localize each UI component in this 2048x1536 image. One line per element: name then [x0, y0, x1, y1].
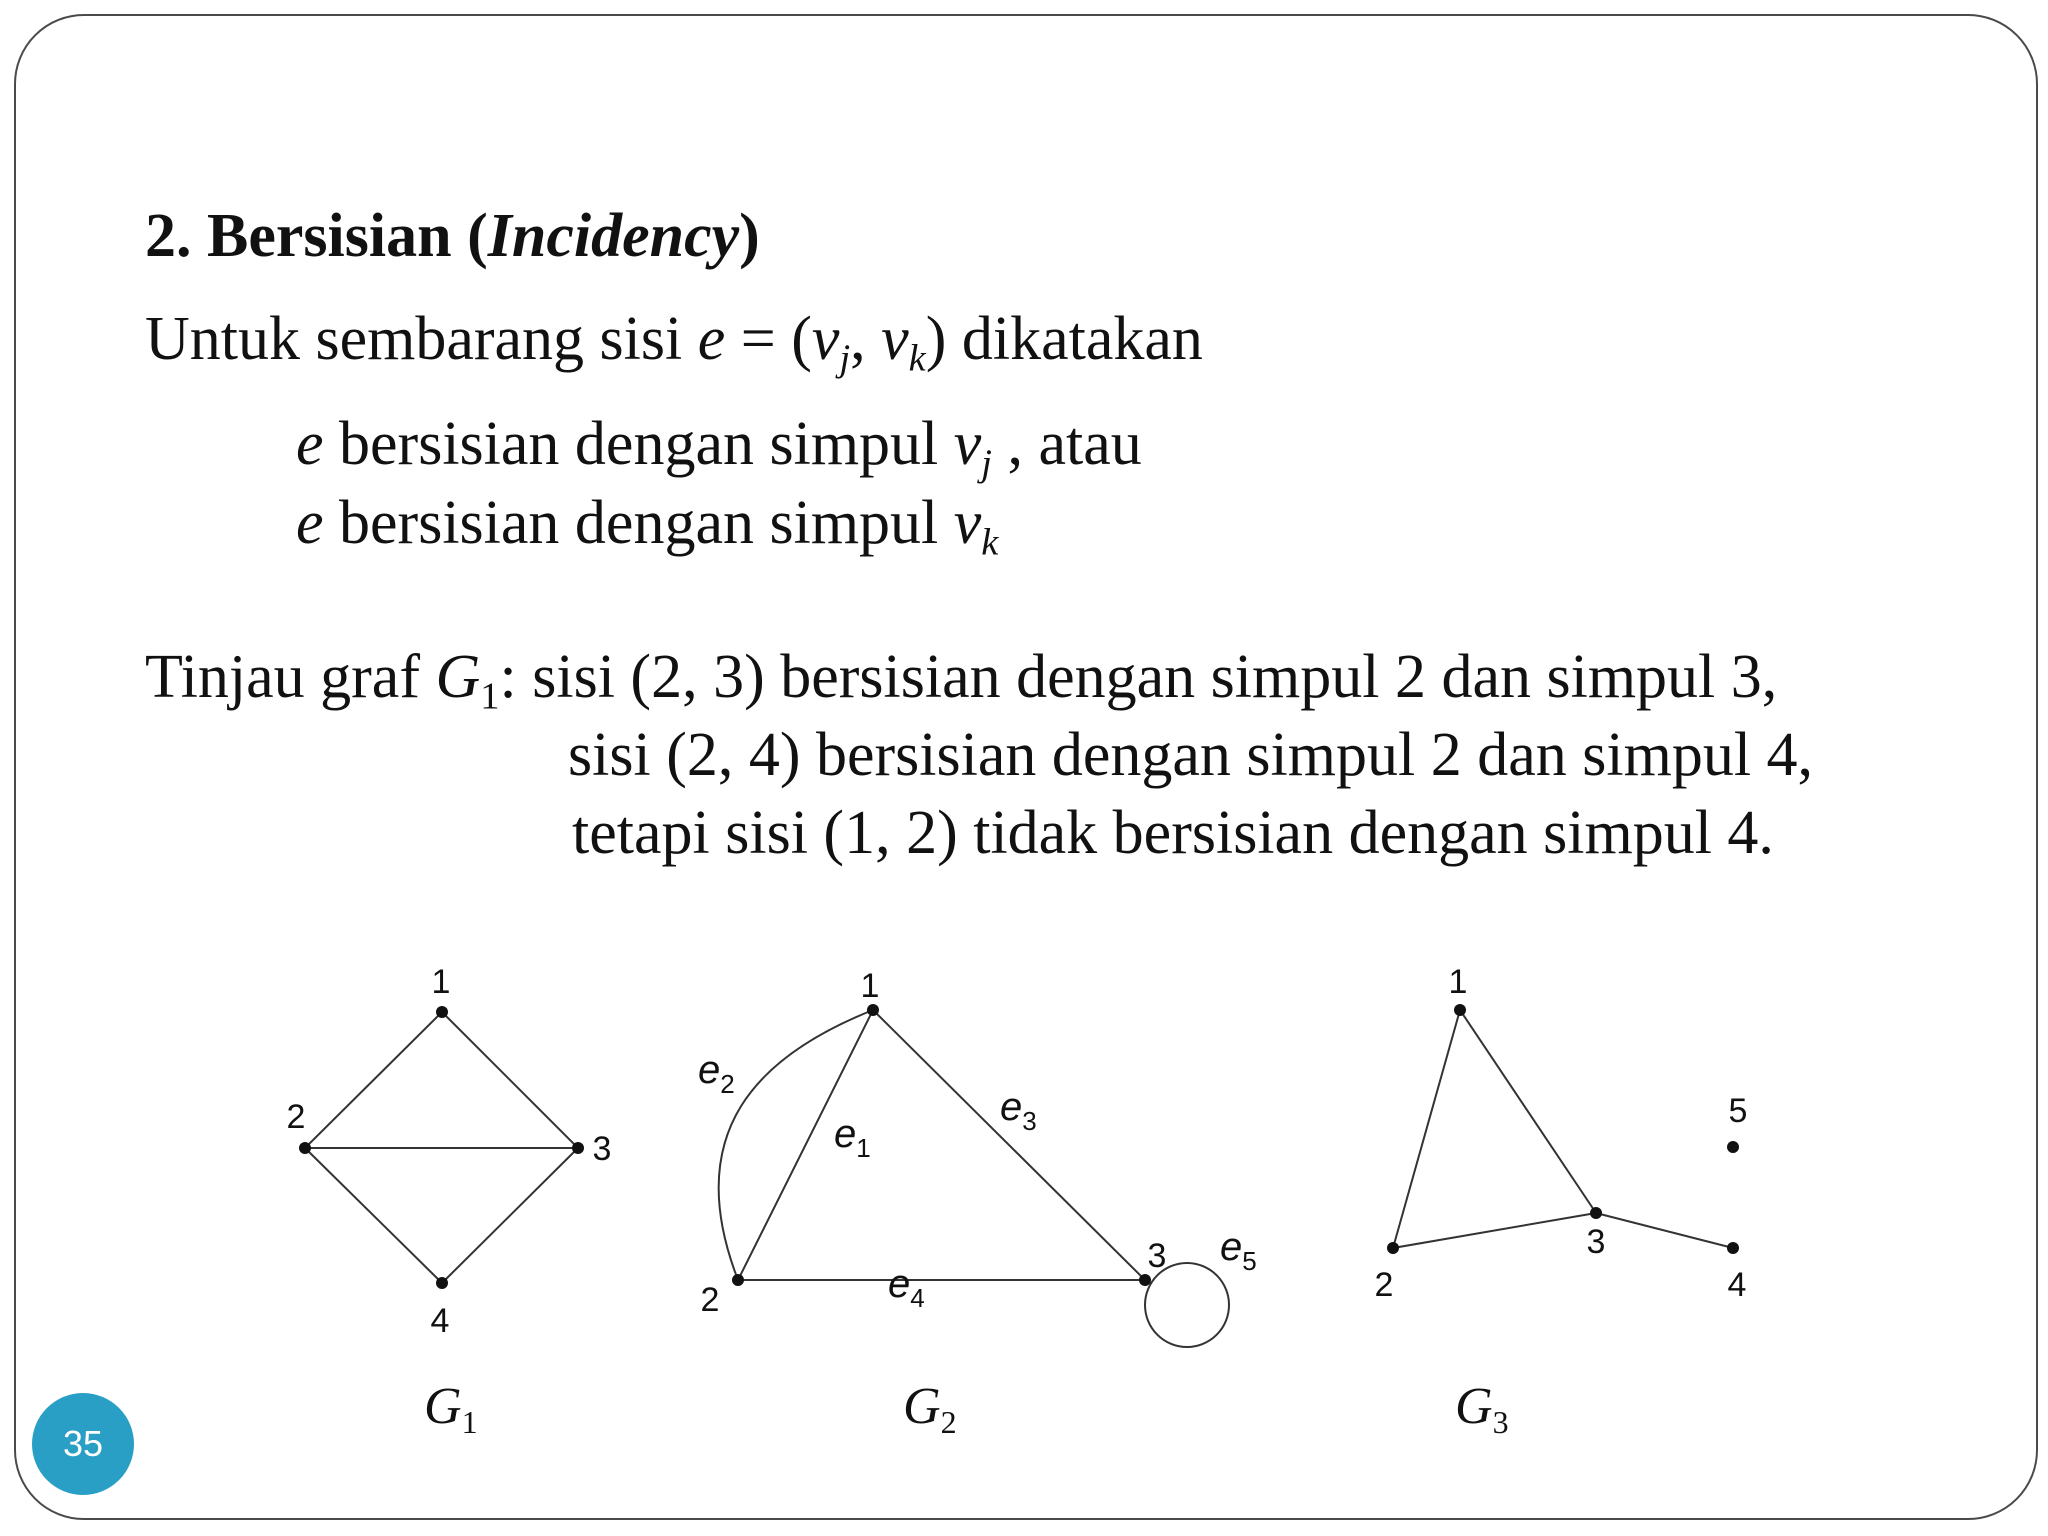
g3-edge-3-4: [1596, 1213, 1733, 1248]
g3-vertex-4: [1727, 1242, 1739, 1254]
definition-case-vk: e bersisian dengan simpul $v_k$: [296, 489, 999, 564]
example-line-2: sisi (2, 4) bersisian dengan simpul 2 dan simpul 4,: [568, 721, 1814, 789]
example-line-3: tetapi sisi (1, 2) tidak bersisian dengan simpul 4.: [572, 799, 1774, 867]
example-line-1: Tinjau graf $G_1$: sisi (2, 3) bersisian dengan simpul 2 dan simpul 3,: [145, 643, 1778, 718]
g1-vertex-1: [436, 1006, 448, 1018]
graph-g2: [698, 967, 1257, 1440]
g2-edge-label-e4: $e_4$: [888, 1262, 925, 1313]
g2-vertex-label-3: 3: [1147, 1237, 1167, 1275]
g3-vertex-label-3: 3: [1586, 1223, 1606, 1261]
g3-caption: G3: [1455, 1378, 1509, 1440]
g3-edge-1-2: [1393, 1010, 1460, 1248]
g1-vertex-2: [299, 1142, 311, 1154]
g3-vertex-2: [1387, 1242, 1399, 1254]
g1-edge-1-2: [305, 1012, 442, 1148]
g2-vertex-3: [1139, 1274, 1151, 1286]
g2-edge-e3: [873, 1010, 1145, 1280]
g1-caption: G1: [424, 1378, 478, 1440]
g2-edge-e5-loop: [1145, 1263, 1229, 1347]
g3-edge-1-3: [1460, 1010, 1596, 1213]
g2-edge-label-e3: $e_3$: [1000, 1085, 1037, 1136]
g3-edge-2-3: [1393, 1213, 1596, 1248]
g2-vertex-label-2: 2: [700, 1281, 720, 1319]
slide-number-badge: 35: [32, 1393, 134, 1495]
g2-vertex-2: [732, 1274, 744, 1286]
definition-case-vj: e bersisian dengan simpul $v_j$ , atau: [296, 410, 1142, 485]
g2-vertex-1: [867, 1004, 879, 1016]
g3-vertex-label-4: 4: [1727, 1266, 1747, 1304]
g1-edge-2-4: [305, 1148, 442, 1283]
g1-vertex-label-1: 1: [431, 963, 451, 1001]
slide-heading: 2. Bersisian (Incidency): [145, 202, 760, 270]
g1-vertex-label-4: 4: [430, 1302, 450, 1340]
g3-vertex-label-1: 1: [1448, 963, 1468, 1001]
g2-edge-label-e1: $e_1$: [834, 1112, 871, 1163]
g3-vertex-label-5: 5: [1728, 1092, 1748, 1130]
g1-vertex-3: [572, 1142, 584, 1154]
g1-edge-3-4: [442, 1148, 578, 1283]
graph-g1: [287, 963, 612, 1440]
g2-caption: G2: [903, 1378, 957, 1440]
g3-vertex-3: [1590, 1207, 1602, 1219]
g1-vertex-label-3: 3: [592, 1130, 612, 1168]
g3-vertex-label-2: 2: [1374, 1266, 1394, 1304]
g2-vertex-label-1: 1: [860, 967, 880, 1005]
g3-vertex-5: [1727, 1141, 1739, 1153]
definition-line: Untuk sembarang sisi $e = (v_j$, $v_k$) dikatakan: [145, 305, 1203, 380]
g2-edge-label-e2: $e_2$: [698, 1048, 735, 1099]
g1-edge-1-3: [442, 1012, 578, 1148]
g1-vertex-4: [436, 1277, 448, 1289]
g3-vertex-1: [1454, 1004, 1466, 1016]
g2-edge-label-e5: $e_5$: [1220, 1225, 1257, 1276]
graph-g3: [1375, 963, 1748, 1440]
g1-vertex-label-2: 2: [286, 1098, 306, 1136]
